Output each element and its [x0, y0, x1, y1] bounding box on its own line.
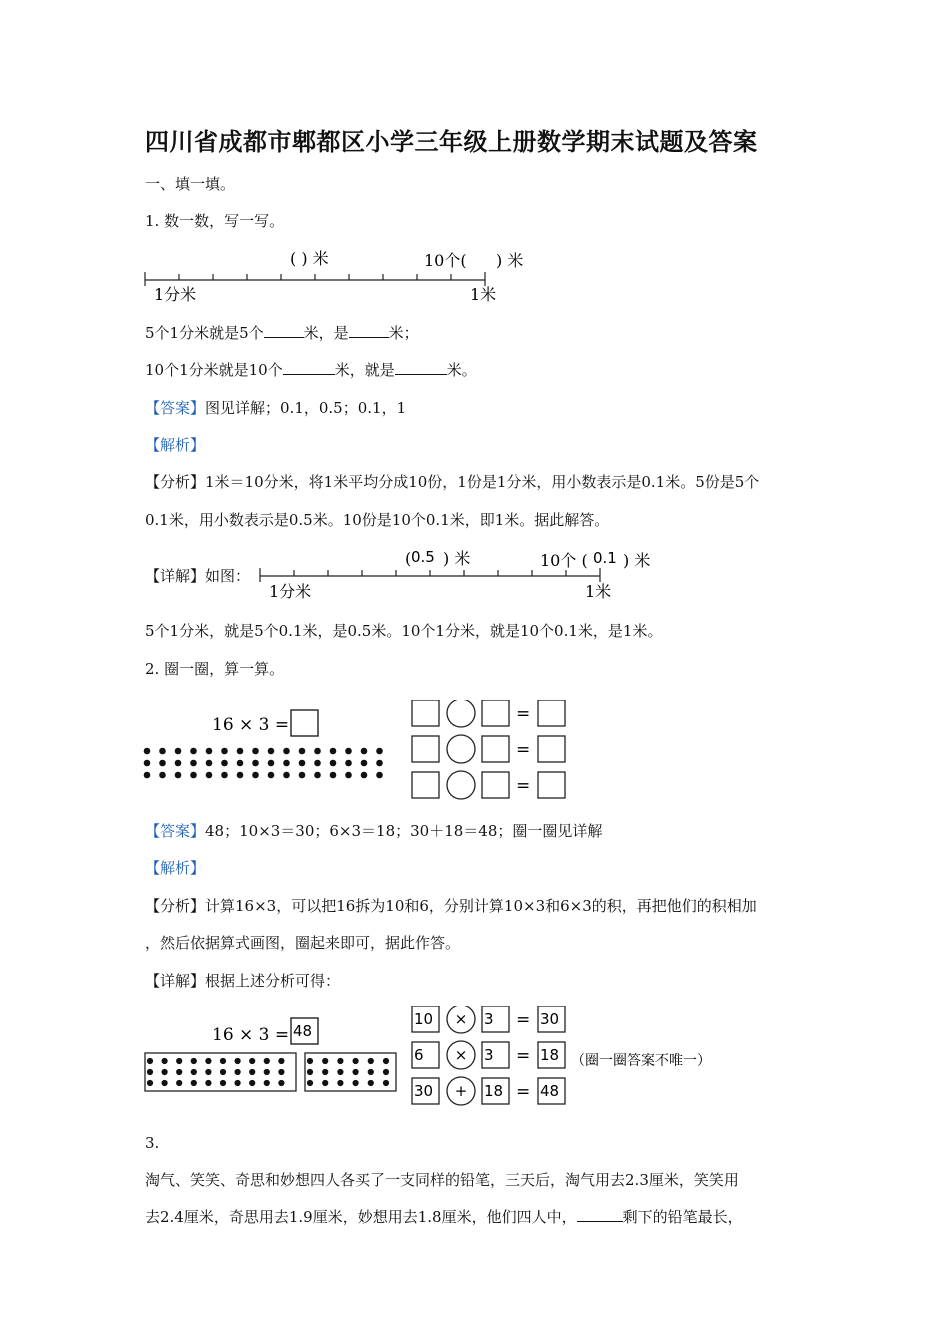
dot — [376, 772, 383, 779]
detail-tag: 【详解】 — [145, 972, 206, 990]
equals-sign: = — [516, 776, 531, 796]
fenxi-text: 1米＝10分米，将1米平均分成10份，1份是1分米，用小数表示是0.1米。5份是5个 — [205, 473, 760, 491]
ruler-label-end: 1米 — [470, 285, 497, 304]
q1-analysis-2: 0.1米，用小数表示是0.5米。10份是10个0.1米，即1米。据此解答。 — [145, 511, 610, 529]
dot — [278, 1080, 284, 1086]
operator: × — [454, 1010, 468, 1028]
answer-tag: 【答案】 — [145, 822, 206, 840]
dot — [220, 1080, 226, 1086]
detail-text: 如图： — [205, 567, 251, 585]
equals-sign: = — [516, 1046, 531, 1066]
fenxi-tag: 【分析】 — [145, 473, 206, 491]
dot — [237, 760, 244, 767]
detail-text: 根据上述分析可得： — [205, 972, 341, 990]
text: 米。 — [446, 361, 477, 379]
result-box-value: 18 — [540, 1046, 560, 1064]
dot — [190, 760, 197, 767]
dot — [162, 1069, 168, 1075]
note: （圈一圈答案不唯一） — [571, 1053, 711, 1069]
dot — [191, 1069, 197, 1075]
q2-answer — [145, 821, 602, 841]
dot-grid — [144, 748, 383, 779]
dot — [235, 1080, 241, 1086]
dot — [144, 772, 151, 779]
paren: ( — [405, 549, 412, 568]
dot — [205, 1069, 211, 1075]
ruler-blank-2-prefix: 10个( — [424, 251, 467, 270]
text: 米，是 — [303, 324, 349, 342]
calc-row — [412, 1006, 565, 1033]
dot — [264, 1058, 270, 1064]
operand-b-box-value: 18 — [484, 1082, 504, 1100]
ruler-blank-2-suffix: ) 米 — [496, 251, 524, 270]
dot — [205, 1080, 211, 1086]
text: 10个1分米就是10个 — [145, 361, 283, 379]
q1-detail-ruler — [255, 544, 675, 606]
dot — [278, 1058, 284, 1064]
group-box-6 — [305, 1053, 396, 1091]
dot — [330, 772, 337, 779]
q2-stem: 2. 圈一圈，算一算。 — [145, 660, 285, 678]
q1-conclusion: 5个1分米，就是5个0.1米，是0.5米。10个1分米，就是10个0.1米，是1米。 — [145, 622, 663, 640]
dot — [314, 760, 321, 767]
q1-ruler — [140, 244, 560, 306]
dot — [383, 1058, 389, 1064]
filled-value-2: 0.1 — [593, 549, 617, 567]
dot — [337, 1080, 343, 1086]
dot — [175, 772, 182, 779]
dot — [176, 1080, 182, 1086]
text: 剩下的铅笔最长， — [622, 1208, 743, 1226]
dot — [249, 1058, 255, 1064]
dot — [345, 772, 352, 779]
dot — [249, 1069, 255, 1075]
dot — [307, 1080, 313, 1086]
dot — [159, 748, 166, 755]
dot — [383, 1069, 389, 1075]
dot — [147, 1058, 153, 1064]
dot — [252, 748, 259, 755]
text: 米，就是 — [334, 361, 395, 379]
dot — [283, 760, 290, 767]
dot — [345, 748, 352, 755]
operand-a-box-value: 30 — [414, 1082, 434, 1100]
q1-answer — [145, 398, 406, 418]
q2-analysis-1 — [145, 896, 757, 916]
answer-blank[interactable] — [349, 323, 389, 338]
dot — [206, 748, 213, 755]
operand-a-box-value: 6 — [414, 1046, 424, 1064]
dot — [330, 748, 337, 755]
detail-tag: 【详解】 — [145, 567, 206, 585]
operand-b-box-value: 3 — [484, 1010, 494, 1028]
dot — [314, 772, 321, 779]
dot — [353, 1058, 359, 1064]
equals-sign: = — [516, 704, 531, 724]
dot — [337, 1058, 343, 1064]
filled-value-1: 0.5 — [411, 548, 435, 566]
dot — [376, 760, 383, 767]
ruler-blank-1: ( ) 米 — [290, 249, 329, 268]
dot — [220, 1058, 226, 1064]
q1-stem: 1. 数一数，写一写。 — [145, 212, 285, 230]
q1-analysis-tag: 【解析】 — [145, 436, 206, 454]
dot — [221, 748, 228, 755]
dot — [376, 748, 383, 755]
dot — [314, 748, 321, 755]
dot — [283, 772, 290, 779]
q3-number: 3. — [145, 1134, 160, 1152]
q1-fill-line-1 — [145, 323, 419, 343]
detail-unit-2: ) 米 — [623, 551, 651, 570]
text: 去2.4厘米，奇思用去1.9厘米，妙想用去1.8厘米，他们四人中， — [145, 1208, 577, 1226]
dot — [176, 1069, 182, 1075]
dot — [190, 772, 197, 779]
q1-analysis-1 — [145, 472, 759, 492]
detail-result: 48 — [293, 1022, 313, 1040]
answer-tag: 【答案】 — [145, 399, 206, 417]
dot — [368, 1069, 374, 1075]
dot — [268, 760, 275, 767]
dot — [353, 1080, 359, 1086]
dot — [361, 760, 368, 767]
dot — [191, 1080, 197, 1086]
answer-blank[interactable] — [283, 360, 335, 375]
dot — [175, 760, 182, 767]
q2-analysis-tag: 【解析】 — [145, 859, 206, 877]
dot — [235, 1058, 241, 1064]
dot — [322, 1069, 328, 1075]
operand-b-box-value: 3 — [484, 1046, 494, 1064]
dot — [249, 1080, 255, 1086]
dot-grid — [147, 1058, 389, 1086]
detail-prefix-2: 10个 ( — [540, 551, 588, 570]
detail-ruler-label-start: 1分米 — [269, 582, 312, 601]
equals-sign: = — [516, 1082, 531, 1102]
operator: + — [454, 1082, 468, 1100]
dot — [206, 772, 213, 779]
dot — [307, 1058, 313, 1064]
dot — [299, 772, 306, 779]
page-title: 四川省成都市郫都区小学三年级上册数学期末试题及答案 — [145, 128, 758, 156]
dot — [191, 1058, 197, 1064]
q2-analysis-2: ，然后依据算式画图，圈起来即可，据此作答。 — [145, 934, 461, 952]
operator: × — [454, 1046, 468, 1064]
dot — [322, 1058, 328, 1064]
q2-detail-figure — [140, 1006, 740, 1114]
text: 5个1分米就是5个 — [145, 324, 264, 342]
answer-blank[interactable] — [395, 360, 447, 375]
q3-text-1: 淘气、笑笑、奇思和妙想四人各买了一支同样的铅笔，三天后，淘气用去2.3厘米，笑笑用 — [145, 1171, 739, 1189]
dot — [205, 1058, 211, 1064]
dot — [268, 772, 275, 779]
dot — [264, 1069, 270, 1075]
dot — [361, 772, 368, 779]
dot — [190, 748, 197, 755]
dot — [268, 748, 275, 755]
fenxi-tag: 【分析】 — [145, 897, 206, 915]
dot — [330, 760, 337, 767]
answer-blank[interactable] — [264, 323, 304, 338]
dot — [235, 1069, 241, 1075]
answer-box[interactable] — [291, 710, 318, 736]
dot — [353, 1069, 359, 1075]
q2-dot-figure — [140, 700, 580, 805]
dot — [237, 772, 244, 779]
calc-row — [412, 1041, 565, 1069]
detail-unit-1: ) 米 — [443, 549, 471, 568]
equation: 16 × 3 = — [212, 1025, 290, 1045]
fenxi-text: 计算16×3，可以把16拆为10和6，分别计算10×3和6×3的积，再把他们的积相加 — [205, 897, 757, 915]
dot — [144, 760, 151, 767]
dot — [159, 772, 166, 779]
dot — [175, 748, 182, 755]
dot — [252, 772, 259, 779]
section-heading: 一、填一填。 — [145, 175, 236, 193]
dot — [368, 1080, 374, 1086]
text: 米； — [388, 324, 419, 342]
q2-detail — [145, 971, 340, 991]
dot — [383, 1080, 389, 1086]
q1-detail — [145, 566, 250, 586]
q1-fill-line-2 — [145, 360, 477, 380]
equation: 16 × 3 = — [212, 715, 290, 735]
equals-sign: = — [516, 740, 531, 760]
dot — [252, 760, 259, 767]
calc-rows — [412, 1006, 565, 1105]
dot — [283, 748, 290, 755]
dot — [299, 760, 306, 767]
dot — [220, 1069, 226, 1075]
dot — [345, 760, 352, 767]
ruler-label-start: 1分米 — [154, 285, 197, 304]
dot — [361, 748, 368, 755]
result-box-value: 48 — [540, 1082, 560, 1100]
answer-blank[interactable] — [577, 1207, 623, 1222]
dot — [147, 1069, 153, 1075]
operand-a-box-value: 10 — [414, 1010, 434, 1028]
dot — [278, 1069, 284, 1075]
dot — [162, 1080, 168, 1086]
result-box-value: 30 — [540, 1010, 560, 1028]
dot — [162, 1058, 168, 1064]
answer-text: 48；10×3＝30；6×3＝18；30＋18＝48；圈一圈见详解 — [205, 822, 603, 840]
dot — [307, 1069, 313, 1075]
dot — [264, 1080, 270, 1086]
detail-ruler-label-end: 1米 — [585, 582, 612, 601]
dot — [147, 1080, 153, 1086]
dot — [322, 1080, 328, 1086]
answer-text: 图见详解；0.1，0.5；0.1，1 — [205, 399, 407, 417]
dot — [368, 1058, 374, 1064]
dot — [237, 748, 244, 755]
equals-sign: = — [516, 1010, 531, 1030]
dot — [299, 748, 306, 755]
dot — [206, 760, 213, 767]
calc-row — [412, 1077, 565, 1105]
q3-text-2 — [145, 1207, 743, 1227]
dot — [176, 1058, 182, 1064]
dot — [159, 760, 166, 767]
dot — [221, 772, 228, 779]
dot — [221, 760, 228, 767]
dot — [144, 748, 151, 755]
dot — [337, 1069, 343, 1075]
